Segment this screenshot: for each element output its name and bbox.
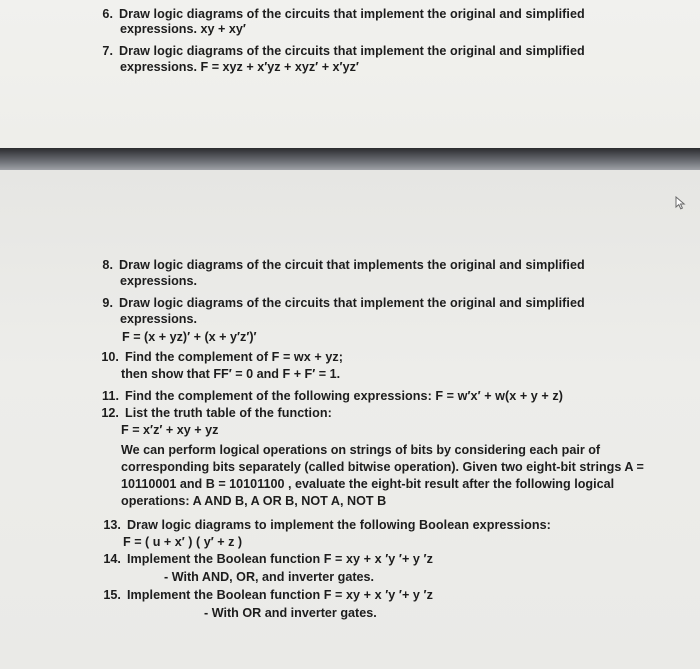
question-9-continued: expressions.	[120, 312, 198, 326]
question-8	[97, 258, 585, 274]
question-12-paragraph-line-3: 10110001 and B = 10101100 , evaluate the eight-bit result after the following logical	[121, 477, 615, 491]
question-10-continued: then show that FF′ = 0 and F + F′ = 1.	[121, 367, 341, 381]
question-7-expression: expressions. F = xyz + x′yz + xyz′ + x′yz′	[120, 60, 359, 74]
question-text: Find the complement of the following expressions: F = w′x′ + w(x + y + z)	[125, 389, 563, 403]
question-number: 6.	[102, 7, 113, 21]
question-8-continued: expressions.	[120, 274, 198, 288]
question-number: 9.	[102, 296, 113, 310]
question-12-function: F = x′z′ + xy + yz	[121, 423, 219, 437]
question-9-expression: F = (x + yz)′ + (x + y′z′)′	[122, 330, 257, 344]
question-text: Draw logic diagrams of the circuits that implement the original and simplified	[119, 7, 585, 21]
question-6-expression: expressions. xy + xy′	[120, 22, 246, 36]
question-6	[97, 7, 585, 23]
page-divider-shadow	[0, 148, 700, 170]
question-14-option: - With AND, OR, and inverter gates.	[164, 570, 375, 584]
question-text: List the truth table of the function:	[125, 406, 332, 420]
pointer-cursor-icon	[674, 196, 688, 210]
question-10	[99, 350, 343, 366]
question-14	[101, 552, 433, 568]
question-13-expression: F = ( u + x′ ) ( y′ + z )	[123, 535, 243, 549]
question-text: Draw logic diagrams of the circuits that implement the original and simplified	[119, 44, 585, 58]
question-text: Draw logic diagrams of the circuits that implement the original and simplified	[119, 296, 585, 310]
question-text: Find the complement of F = wx + yz;	[125, 350, 343, 364]
question-11	[99, 389, 563, 405]
question-9	[97, 296, 585, 312]
question-12-paragraph-line-4: operations: A AND B, A OR B, NOT A, NOT B	[121, 494, 387, 508]
question-number: 11.	[102, 389, 119, 403]
question-text: Draw logic diagrams of the circuit that implements the original and simplified	[119, 258, 585, 272]
question-13	[101, 518, 551, 534]
question-text: Draw logic diagrams to implement the following Boolean expressions:	[127, 518, 551, 532]
question-text: Implement the Boolean function F = xy + x ′y ′+ y ′z	[127, 552, 433, 566]
question-number: 14.	[103, 552, 121, 566]
question-12	[99, 406, 332, 422]
question-15	[101, 588, 433, 604]
question-12-paragraph-line-1: We can perform logical operations on strings of bits by considering each pair of	[121, 443, 601, 457]
question-number: 8.	[102, 258, 113, 272]
question-number: 12.	[101, 406, 119, 420]
question-text: Implement the Boolean function F = xy + x ′y ′+ y ′z	[127, 588, 433, 602]
question-number: 10.	[101, 350, 119, 364]
question-15-option: - With OR and inverter gates.	[204, 606, 377, 620]
question-number: 13.	[103, 518, 121, 532]
question-12-paragraph-line-2: corresponding bits separately (called bitwise operation). Given two eight-bit strings A =	[121, 460, 644, 474]
question-number: 7.	[102, 44, 113, 58]
question-7	[97, 44, 585, 60]
question-number: 15.	[103, 588, 121, 602]
